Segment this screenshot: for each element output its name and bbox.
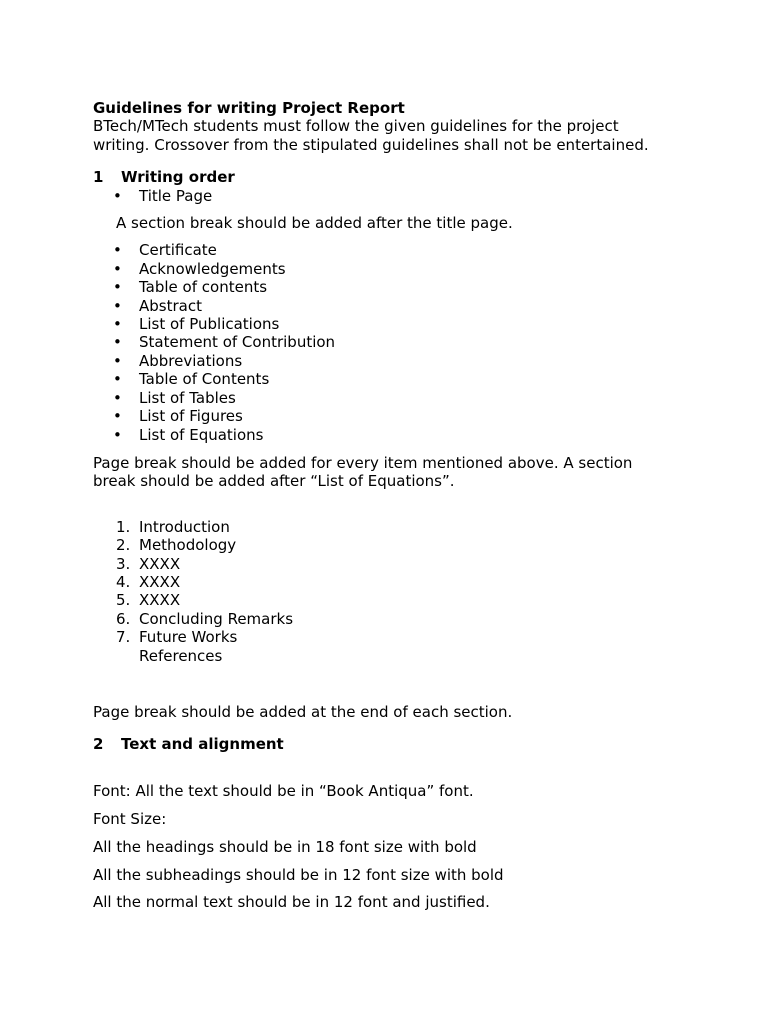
- section-2-heading: [93, 735, 693, 753]
- intro-line-2: writing. Crossover from the stipulated guidelines shall not be entertained.: [93, 135, 649, 154]
- list-item: [113, 389, 693, 407]
- page-break-note-line-1: Page break should be added for every item mentioned above. A section: [93, 453, 633, 472]
- list-item: [113, 315, 693, 333]
- list-item-label: List of Equations: [139, 425, 264, 444]
- list-item: [116, 518, 693, 536]
- list-item-label: XXXX: [139, 572, 181, 591]
- list-item: [113, 407, 693, 425]
- subheadings-rule: All the subheadings should be in 12 font size with bold: [93, 865, 504, 884]
- list-item: [116, 573, 693, 591]
- end-of-section-note: Page break should be added at the end of each section.: [93, 702, 513, 721]
- list-item: [116, 628, 693, 646]
- page-break-note-line-2: break should be added after “List of Equations”.: [93, 472, 455, 491]
- list-item: [116, 555, 693, 573]
- chapter-list: [93, 518, 693, 647]
- list-item: [113, 241, 693, 259]
- bullet-icon: •: [113, 259, 122, 278]
- list-item: [113, 352, 693, 370]
- list-item-label: Concluding Remarks: [139, 609, 294, 628]
- list-item: [116, 536, 693, 554]
- bullet-icon: •: [113, 315, 122, 334]
- list-number: 7.: [116, 628, 131, 647]
- title-page-list: [93, 187, 693, 205]
- list-item: [116, 610, 693, 628]
- list-item: [113, 260, 693, 278]
- section-1-title: Writing order: [121, 168, 235, 187]
- normal-text-rule: All the normal text should be in 12 font and justified.: [93, 893, 490, 912]
- list-item-label: Methodology: [139, 536, 237, 555]
- bullet-icon: •: [113, 425, 122, 444]
- bullet-icon: •: [113, 296, 122, 315]
- list-number: 3.: [116, 554, 131, 573]
- list-item-label: Certificate: [139, 241, 217, 260]
- section-break-note: A section break should be added after the title page.: [116, 214, 513, 233]
- list-item: [113, 333, 693, 351]
- bullet-icon: •: [113, 370, 122, 389]
- list-item: [113, 297, 693, 315]
- bullet-icon: •: [113, 351, 122, 370]
- section-2-title: Text and alignment: [121, 735, 284, 754]
- document-title: Guidelines for writing Project Report: [93, 99, 405, 117]
- list-item-label: Table of contents: [139, 278, 268, 297]
- list-item-label: Statement of Contribution: [139, 333, 336, 352]
- bullet-icon: •: [113, 278, 122, 297]
- list-number: 2.: [116, 536, 131, 555]
- list-number: 6.: [116, 609, 131, 628]
- list-item-label: Acknowledgements: [139, 259, 286, 278]
- bullet-icon: •: [113, 241, 122, 260]
- list-item-label: XXXX: [139, 554, 181, 573]
- section-2-number: 2: [93, 735, 104, 754]
- list-number: 4.: [116, 572, 131, 591]
- front-matter-list: [93, 241, 693, 443]
- list-item: [113, 370, 693, 388]
- bullet-icon: •: [113, 407, 122, 426]
- section-1-number: 1: [93, 168, 104, 187]
- list-item-label: Introduction: [139, 517, 230, 536]
- list-number: 5.: [116, 591, 131, 610]
- list-item: [116, 591, 693, 609]
- list-item-label: Title Page: [139, 186, 213, 205]
- font-line: Font: All the text should be in “Book Antiqua” font.: [93, 781, 474, 800]
- font-size-label: Font Size:: [93, 809, 167, 828]
- list-item: [113, 426, 693, 444]
- intro-line-1: BTech/MTech students must follow the given guidelines for the project: [93, 117, 619, 136]
- list-item-label: List of Publications: [139, 315, 280, 334]
- list-item-label: List of Tables: [139, 388, 236, 407]
- list-item: [113, 278, 693, 296]
- bullet-icon: •: [113, 333, 122, 352]
- list-item-label: List of Figures: [139, 407, 243, 426]
- section-1-heading: [93, 168, 693, 186]
- list-item: [113, 187, 693, 205]
- bullet-icon: •: [113, 186, 122, 205]
- list-item-label: Future Works: [139, 628, 238, 647]
- list-item-label: Abstract: [139, 296, 202, 315]
- references-item: References: [139, 646, 223, 665]
- list-item-label: Abbreviations: [139, 351, 243, 370]
- document-page: [93, 99, 693, 912]
- list-item-label: Table of Contents: [139, 370, 270, 389]
- bullet-icon: •: [113, 388, 122, 407]
- list-number: 1.: [116, 517, 131, 536]
- list-item-label: XXXX: [139, 591, 181, 610]
- headings-rule: All the headings should be in 18 font size with bold: [93, 837, 477, 856]
